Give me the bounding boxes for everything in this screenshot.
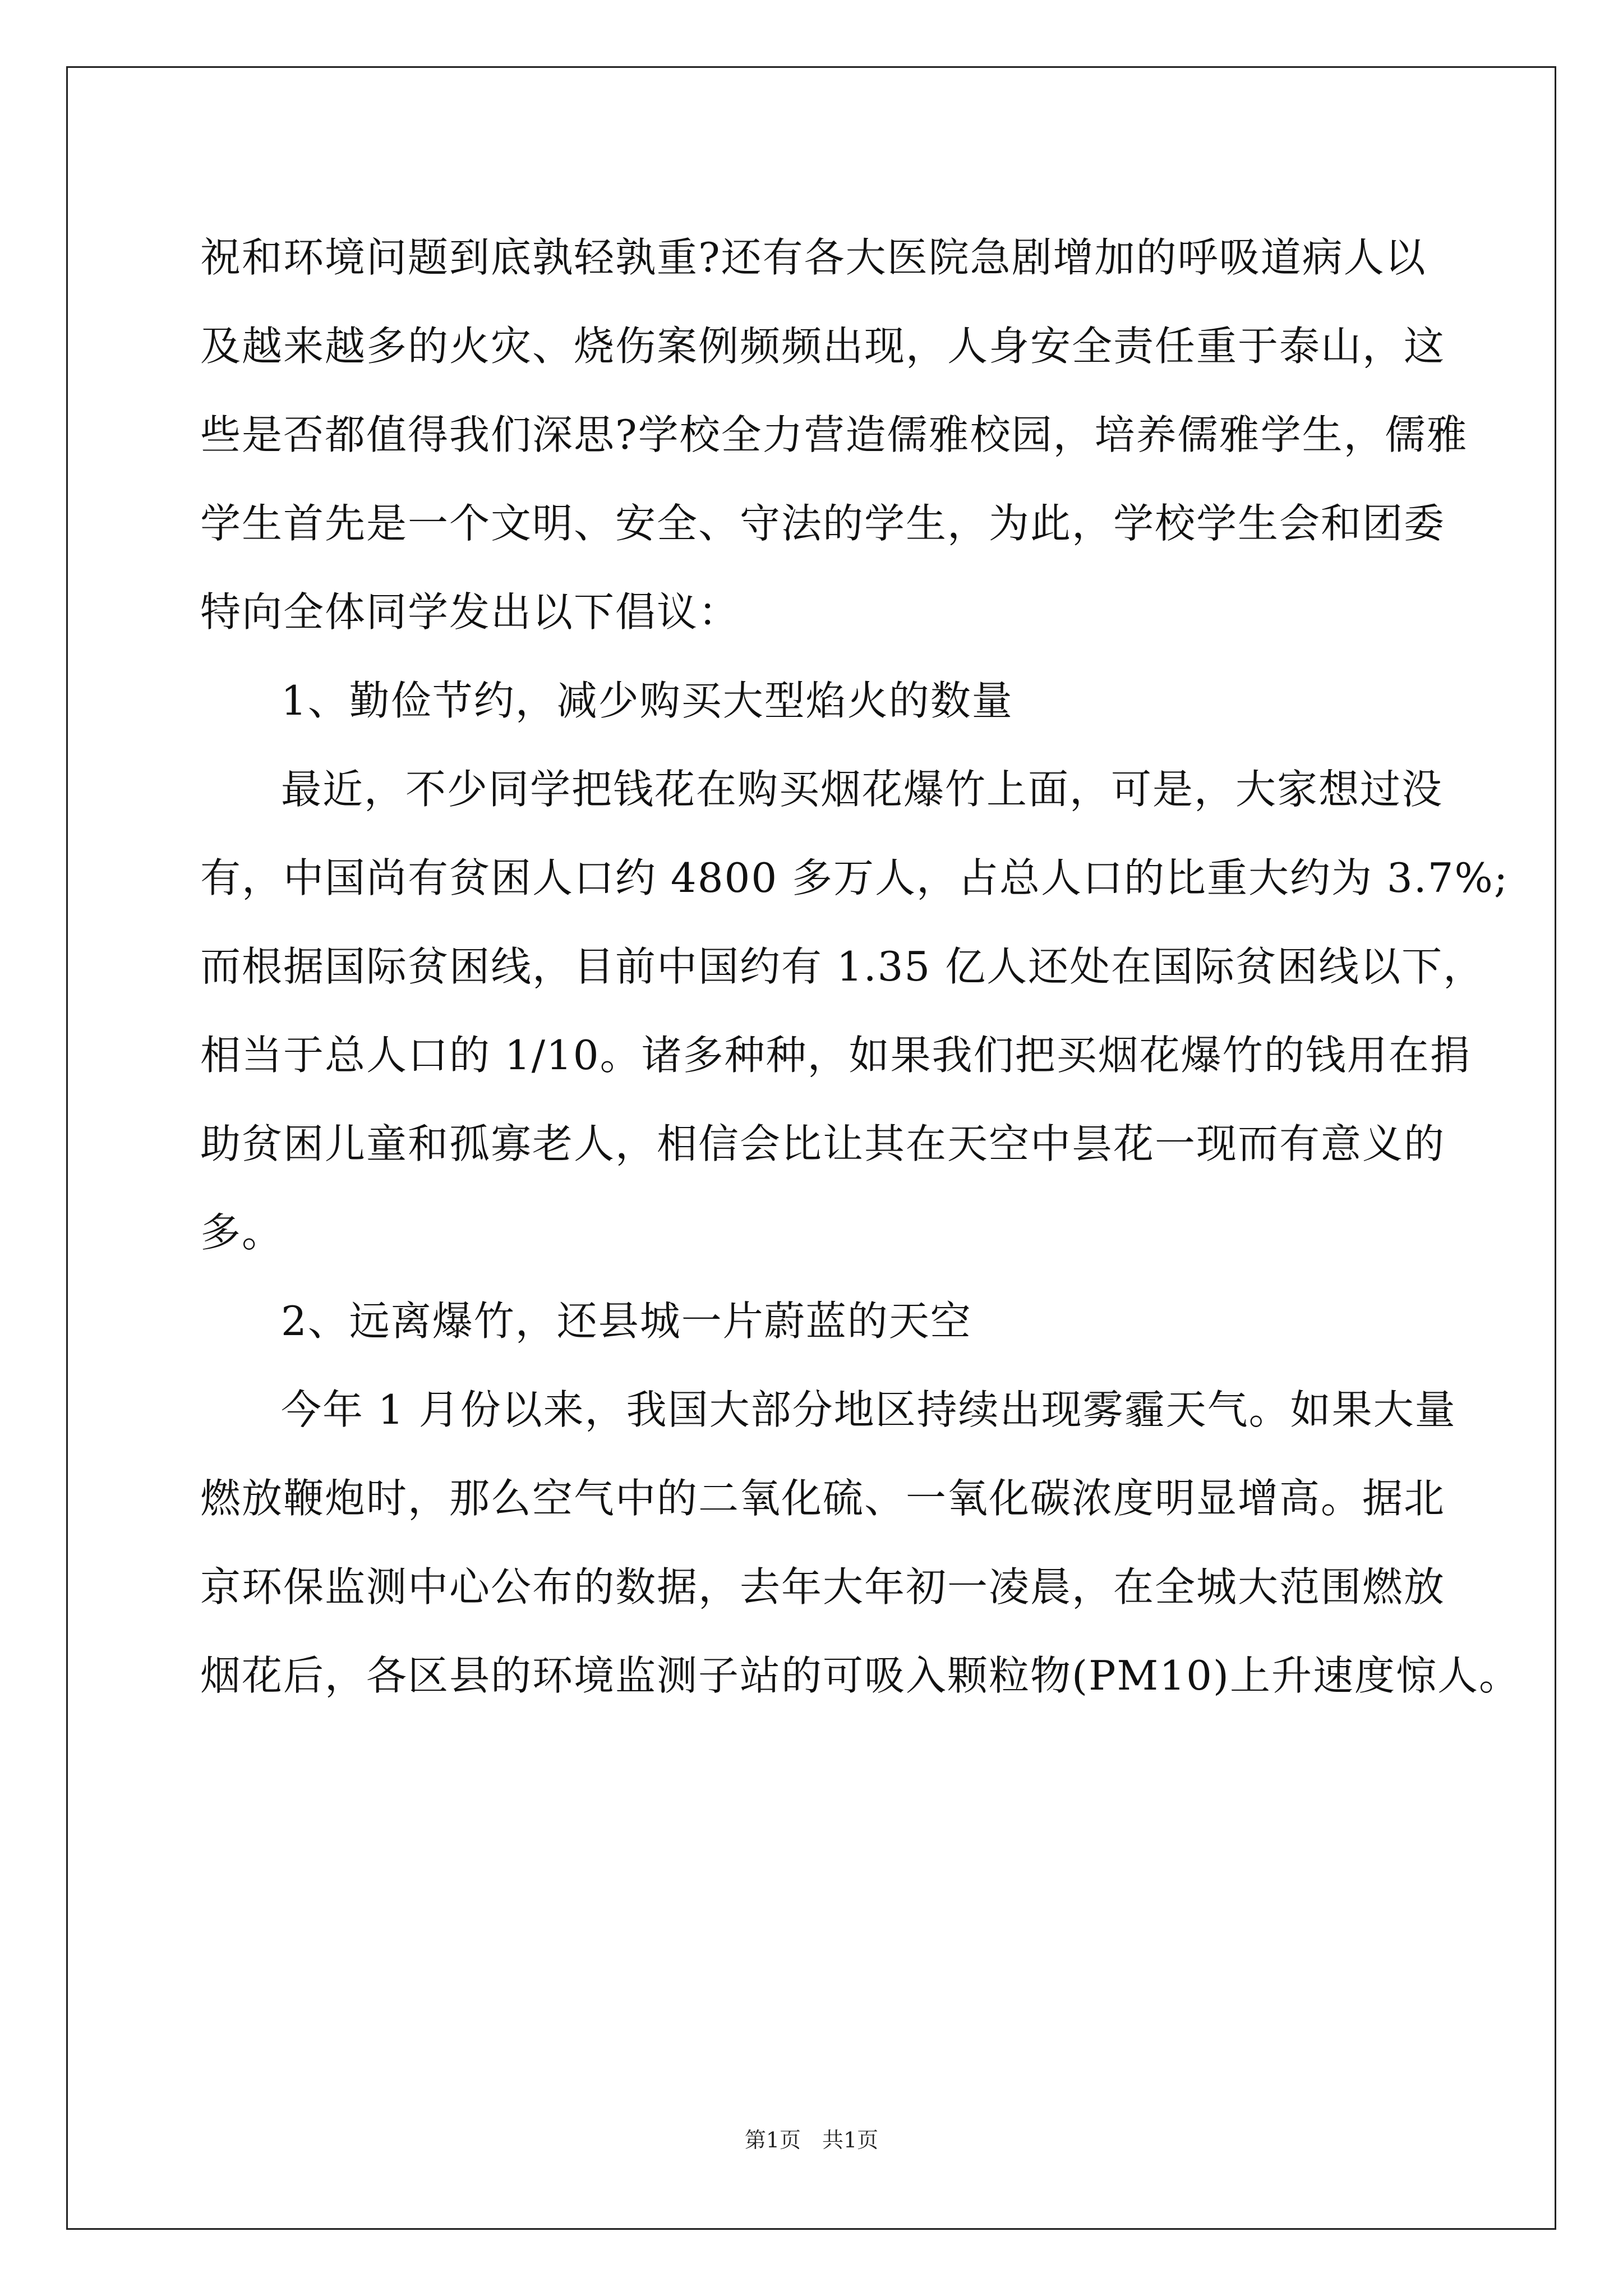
text-line: 些是否都值得我们深思?学校全力营造儒雅校园，培养儒雅学生，儒雅: [200, 411, 1468, 458]
text-line: 今年 1 月份以来，我国大部分地区持续出现雾霾天气。如果大量: [281, 1386, 1456, 1433]
text-line: 京环保监测中心公布的数据，去年大年初一凌晨，在全城大范围燃放: [200, 1563, 1446, 1611]
text-line: 祝和环境问题到底孰轻孰重?还有各大医院急剧增加的呼吸道病人以: [200, 234, 1427, 281]
text-line: 燃放鞭炮时，那么空气中的二氧化硫、一氧化碳浓度明显增高。据北: [200, 1475, 1446, 1522]
text-line: 有，中国尚有贫困人口约 4800 多万人，占总人口的比重大约为 3.7%;: [200, 854, 1509, 901]
section-heading: 2、远离爆竹，还县城一片蔚蓝的天空: [281, 1297, 972, 1345]
text-line: 学生首先是一个文明、安全、守法的学生，为此，学校学生会和团委: [200, 500, 1446, 547]
text-line: 及越来越多的火灾、烧伤案例频频出现，人身安全责任重于泰山，这: [200, 323, 1446, 370]
text-line: 相当于总人口的 1/10。诸多种种，如果我们把买烟花爆竹的钱用在捐: [200, 1032, 1472, 1079]
text-line: 助贫困儿童和孤寡老人，相信会比让其在天空中昙花一现而有意义的: [200, 1120, 1446, 1167]
text-line: 多。: [200, 1209, 284, 1256]
text-line: 而根据国际贫困线，目前中国约有 1.35 亿人还处在国际贫困线以下，: [200, 943, 1485, 990]
document-body: [200, 213, 1520, 1720]
page-number-footer: 第1页 共1页: [744, 2128, 879, 2152]
text-line: 烟花后，各区县的环境监测子站的可吸入颗粒物(PM10)上升速度惊人。: [200, 1652, 1520, 1699]
text-line: 最近，不少同学把钱花在购买烟花爆竹上面，可是，大家想过没: [281, 766, 1444, 813]
section-heading: 1、勤俭节约，减少购买大型焰火的数量: [281, 677, 1013, 724]
text-line: 特向全体同学发出以下倡议：: [200, 588, 740, 636]
